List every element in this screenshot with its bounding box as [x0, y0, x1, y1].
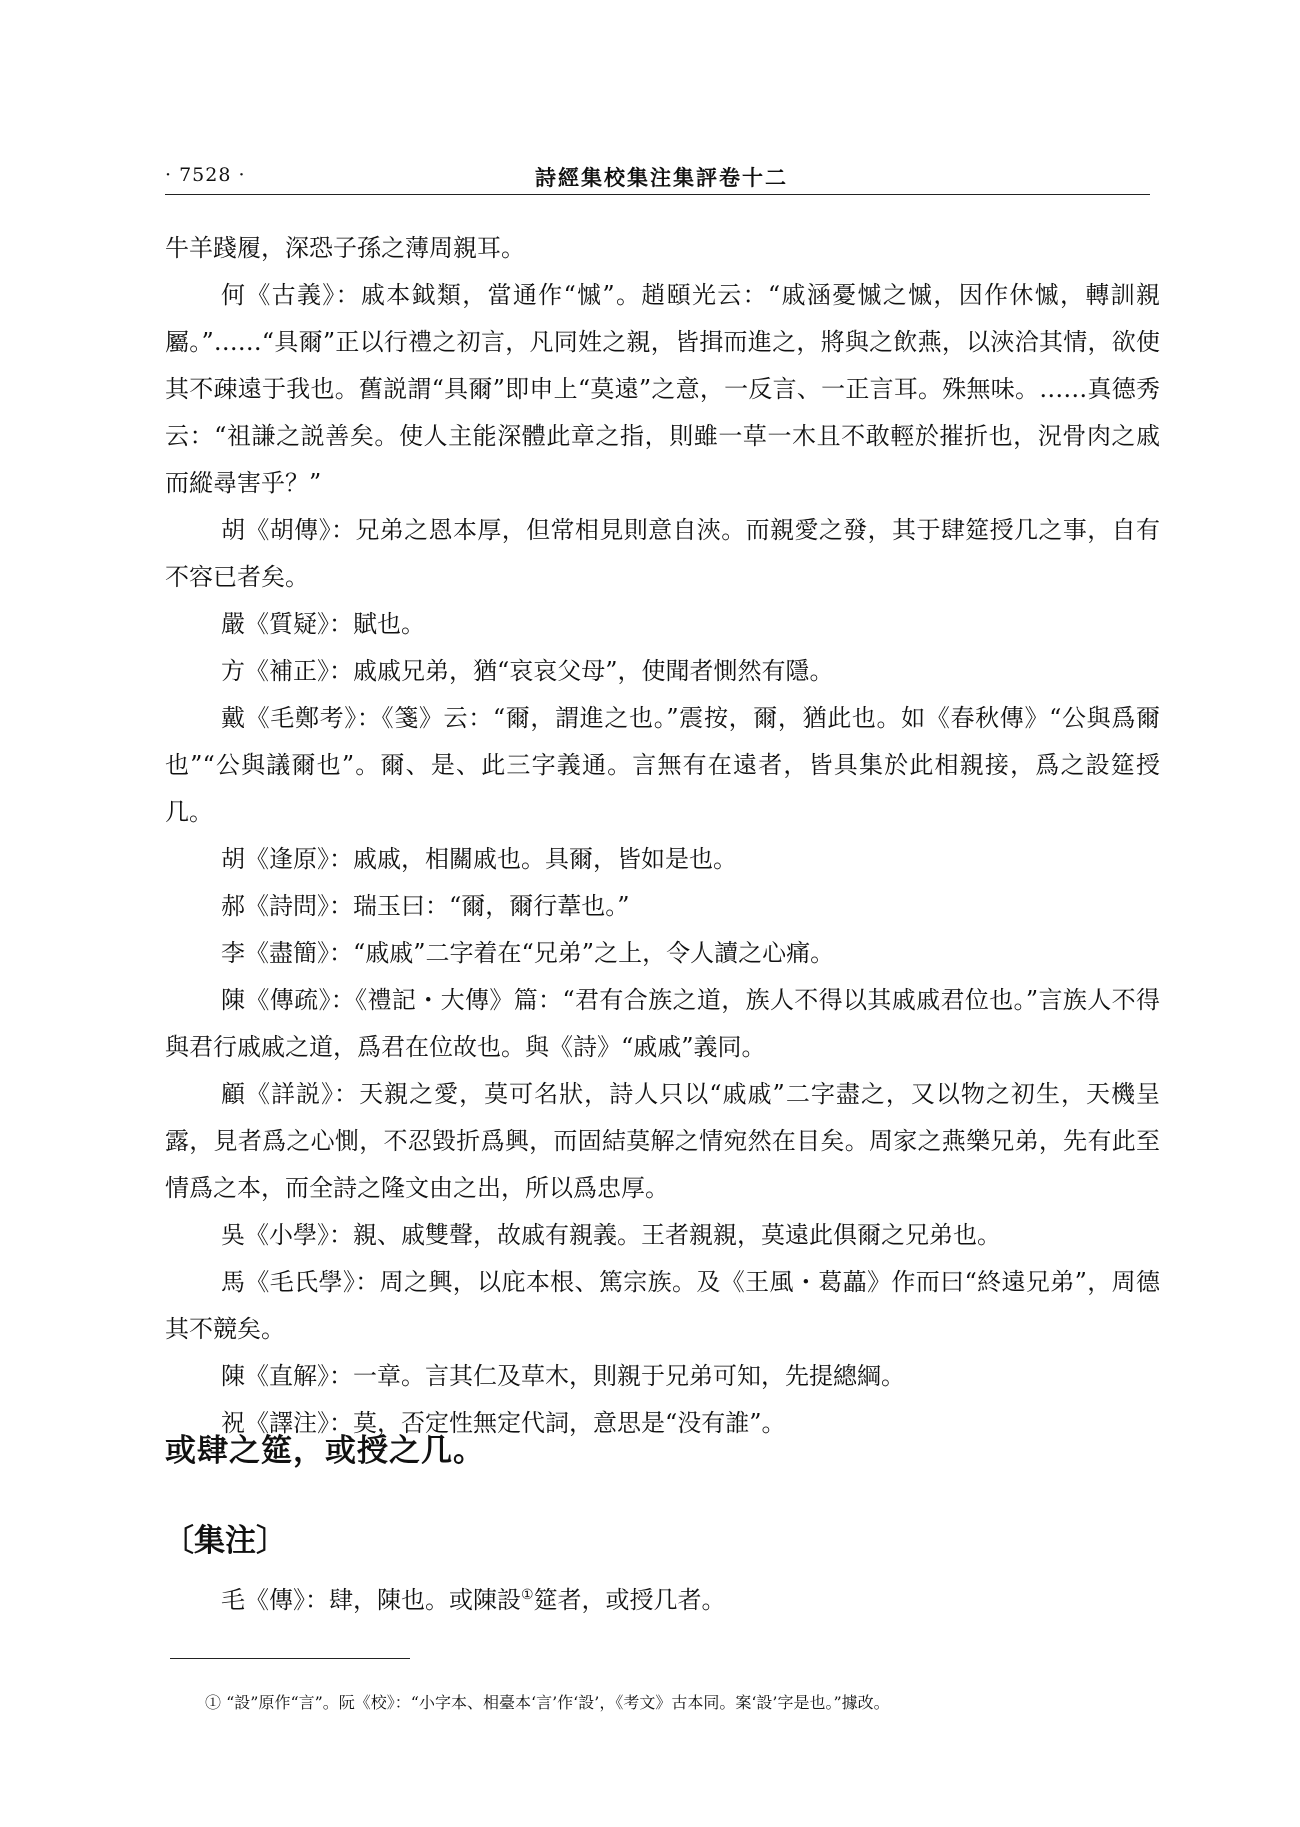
paragraph: 何《古義》：戚本鉞類，當通作“慽”。趙頤光云：“戚涵憂慽之慽，因作休慽，轉訓親屬。”……“具爾”正以行禮之初言，凡同姓之親，皆揖而進之，將與之飲燕，以浹洽其情，欲使其不疎遠于我也。舊説謂“具爾”即申上“莫遠”之意，一反言、一正言耳。殊無味。……真德秀云：“祖謙之説善矣。使人主能深體此章之指，則雖一草一木且不敢輕於摧折也，況骨肉之戚而縱尋害乎？” — [165, 281, 1160, 497]
paragraph: 牛羊踐履，深恐子孫之薄周親耳。 — [165, 234, 525, 262]
paragraph: 郝《詩問》：瑞玉曰：“爾，爾行葦也。” — [221, 892, 630, 920]
paragraph: 馬《毛氏學》：周之興，以庇本根、篤宗族。及《王風・葛藟》作而曰“終遠兄弟”，周德其不競矣。 — [165, 1268, 1160, 1343]
footnote-rule — [170, 1658, 410, 1659]
annotation — [165, 1577, 1160, 1624]
paragraph: 祝《譯注》：莫，否定性無定代詞，意思是“没有誰”。 — [221, 1409, 786, 1437]
paragraph: 顧《詳説》：天親之愛，莫可名狀，詩人只以“戚戚”二字盡之，又以物之初生，天機呈露，見者爲之心惻，不忍毀折爲興，而固結莫解之情宛然在目矣。周家之燕樂兄弟，先有此至情爲之本，而全詩之隆文由之出，所以爲忠厚。 — [165, 1080, 1160, 1202]
annotation-paragraph — [165, 1577, 1160, 1624]
paragraph: 戴《毛鄭考》：《箋》云：“爾，謂進之也。”震按，爾，猶此也。如《春秋傳》“公與爲爾也”“公與議爾也”。爾、是、此三字義通。言無有在遠者，皆具集於此相親接，爲之設筵授几。 — [165, 704, 1160, 826]
paragraph: 方《補正》：戚戚兄弟，猶“哀哀父母”，使聞者惻然有隱。 — [221, 657, 834, 685]
paragraph: 吳《小學》：親、戚雙聲，故戚有親義。王者親親，莫遠此俱爾之兄弟也。 — [221, 1221, 1001, 1249]
paragraph: 陳《直解》：一章。言其仁及草木，則親于兄弟可知，先提總綱。 — [221, 1362, 905, 1390]
page-header — [165, 150, 1150, 190]
paragraph: 嚴《質疑》：賦也。 — [221, 610, 425, 638]
verse-line: 或肆之筵，或授之几。 — [165, 1433, 485, 1469]
section-heading: 〔集注〕 — [163, 1523, 287, 1559]
paragraph: 李《盡簡》：“戚戚”二字着在“兄弟”之上，令人讀之心痛。 — [221, 939, 835, 967]
paragraph: 胡《逢原》：戚戚，相關戚也。具爾，皆如是也。 — [221, 845, 737, 873]
header-rule — [165, 194, 1150, 195]
annotation-text: 毛《傳》：肆，陳也。或陳設 — [221, 1586, 521, 1614]
commentary-body — [165, 225, 1160, 1447]
running-title: 詩經集校集注集評卷十二 — [535, 165, 788, 190]
page-number: · 7528 · — [165, 164, 246, 186]
footnote-reference: ① — [521, 1587, 534, 1603]
paragraph: 陳《傳疏》：《禮記・大傳》篇：“君有合族之道，族人不得以其戚戚君位也。”言族人不得與君行戚戚之道，爲君在位故也。與《詩》“戚戚”義同。 — [165, 986, 1160, 1061]
footnote: ① “設”原作“言”。阮《校》：“小字本、相臺本‘言’作‘設’，《考文》古本同。案‘設’字是也。”據改。 — [205, 1693, 890, 1712]
annotation-text: 筵者，或授几者。 — [533, 1586, 726, 1614]
paragraph: 胡《胡傳》：兄弟之恩本厚，但常相見則意自浹。而親愛之發，其于肆筵授几之事，自有不容已者矣。 — [165, 516, 1160, 591]
